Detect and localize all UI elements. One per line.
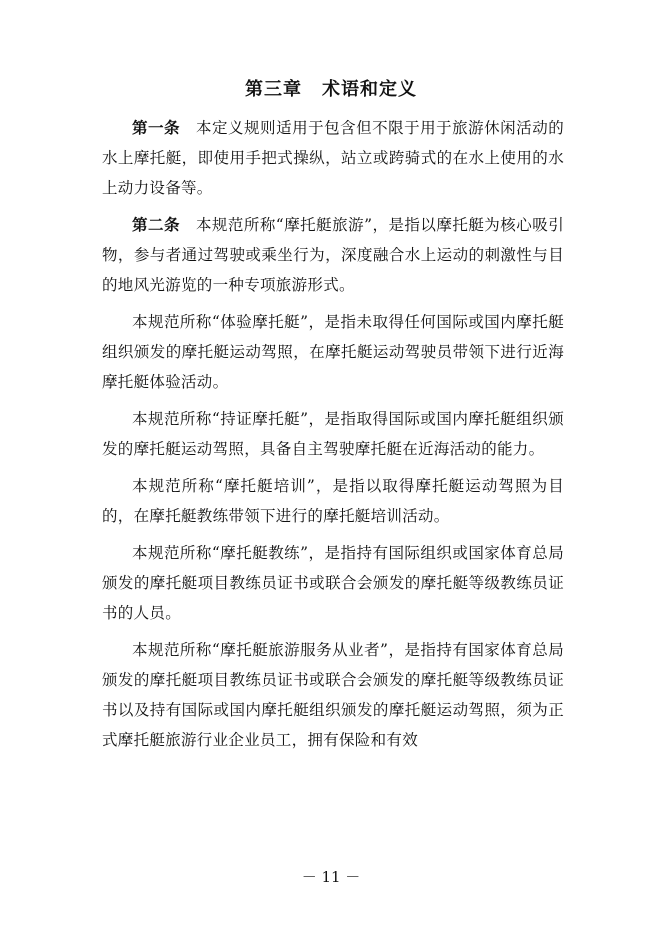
- article-1-text: 本定义规则适用于包含但不限于用于旅游休闲活动的水上摩托艇，即使用手把式操纵，站立或跨骑式的在水上使用的水上动力设备等。: [102, 119, 564, 197]
- definition-licensed-jetski: 本规范所称“持证摩托艇”，是指取得国际或国内摩托艇组织颁发的摩托艇运动驾照，具备自主驾驶摩托艇在近海活动的能力。: [102, 410, 564, 458]
- definition-experience-jetski: 本规范所称“体验摩托艇”，是指未取得任何国际或国内摩托艇组织颁发的摩托艇运动驾照，在摩托艇运动驾驶员带领下进行近海摩托艇体验活动。: [102, 313, 564, 391]
- definition-jetski-training: 本规范所称“摩托艇培训”，是指以取得摩托艇运动驾照为目的，在摩托艇教练带领下进行的摩托艇培训活动。: [102, 477, 564, 525]
- article-2-label: 第二条: [132, 216, 180, 234]
- page-number: － 11 －: [301, 868, 361, 886]
- definition-jetski-coach: 本规范所称“摩托艇教练”，是指持有国际组织或国家体育总局颁发的摩托艇项目教练员证书或联合会颁发的摩托艇等级教练员证书的人员。: [102, 544, 564, 622]
- chapter-number: 第三章: [245, 79, 302, 100]
- definition-tourism-service-worker: 本规范所称“摩托艇旅游服务从业者”，是指持有国家体育总局颁发的摩托艇项目教练员证书或联合会颁发的摩托艇等级教练员证书以及持有国际或国内摩托艇组织颁发的摩托艇运动驾照，须为正式摩托艇旅游行业企业员工，拥有保险和有效: [102, 641, 564, 749]
- chapter-heading: [0, 78, 662, 102]
- chapter-title-text: 术语和定义: [322, 79, 417, 100]
- article-1-label: 第一条: [132, 119, 181, 137]
- article-1: [102, 113, 564, 203]
- chapter-body: [102, 113, 564, 755]
- article-2-text: 本规范所称“摩托艇旅游”，是指以摩托艇为核心吸引物，参与者通过驾驶或乘坐行为，深度融合水上运动的刺激性与目的地风光游览的一种专项旅游形式。: [102, 216, 564, 294]
- article-2: [102, 210, 564, 300]
